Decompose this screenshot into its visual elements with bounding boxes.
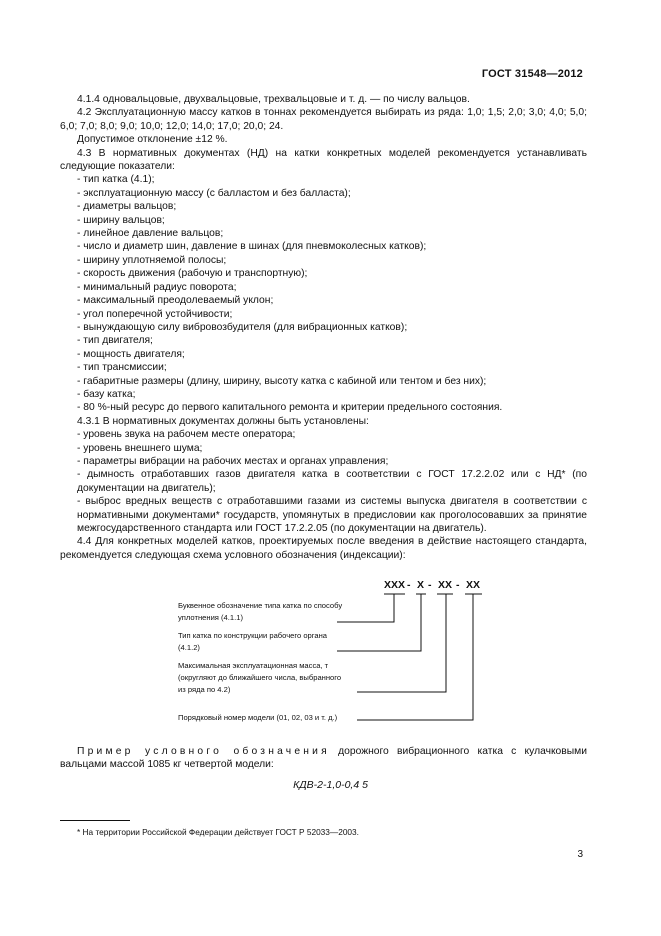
label-mass: Максимальная эксплуатационная масса, т: [178, 661, 329, 670]
label-model-number: Порядковый номер модели (01, 02, 03 и т. д.): [178, 713, 338, 722]
list-item: - тип катка (4.1);: [77, 174, 155, 186]
paragraph-4-4: 4.4 Для конкретных моделей катков, проектируемых после введения в действие настоящего стандарта, рекомендуется следующая схема условного обозначения (индексации):: [60, 536, 587, 561]
list-item: - эксплуатационную массу (с балластом и без балласта);: [77, 187, 351, 199]
paragraph-4-1-4: 4.1.4 одновальцовые, двухвальцовые, трехвальцовые и т. д. — по числу вальцов.: [77, 94, 470, 105]
leader-line-construction: [337, 594, 421, 651]
list-item: - уровень внешнего шума;: [77, 442, 203, 454]
example-lead: Пример условного обозначения: [77, 746, 330, 757]
page-number: 3: [577, 849, 583, 860]
paragraph-tolerance: Допустимое отклонение ±12 %.: [77, 134, 228, 146]
example-text: дорожного вибрационного катка с кулачковыми вальцами массой 1085 кг четвертой модели:: [60, 746, 587, 771]
list-item: - уровень звука на рабочем месте оператора;: [77, 429, 296, 441]
main-text: [60, 93, 587, 562]
list-item: - диаметры вальцов;: [77, 201, 177, 213]
list-item: - параметры вибрации на рабочих местах и органах управления;: [77, 455, 389, 467]
list-item: - максимальный преодолеваемый уклон;: [77, 295, 274, 307]
list-item: - вынуждающую силу вибровозбудителя (для вибрационных катков);: [77, 321, 408, 333]
list-item: - тип двигателя;: [77, 335, 153, 347]
indicators-list: [60, 173, 587, 414]
code-part-model-number: ХХ: [466, 579, 481, 591]
list-item: - базу катка;: [77, 388, 136, 400]
label-mass: из ряда по 4.2): [178, 685, 231, 694]
leader-line-type: [337, 594, 394, 622]
code-part-construction: Х: [417, 579, 425, 591]
example-paragraph: [60, 745, 587, 772]
list-item: - число и диаметр шин, давление в шинах (для пневмоколесных катков);: [77, 241, 427, 253]
list-item: - линейное давление вальцов;: [77, 228, 224, 240]
label-construction: Тип катка по конструкции рабочего органа: [178, 631, 328, 640]
code-part-type-letters: ХХХ: [384, 579, 406, 591]
label-construction: (4.1.2): [178, 643, 200, 652]
list-item: - габаритные размеры (длину, ширину, высоту катка с кабиной или тентом и без них);: [77, 375, 487, 387]
example-designation: КДВ-2-1,0-0,4 5: [293, 779, 368, 791]
list-item: - скорость движения (рабочую и транспортную);: [77, 268, 308, 280]
list-item: - ширину уплотняемой полосы;: [77, 254, 227, 266]
list-item: - тип трансмиссии;: [77, 362, 167, 374]
paragraph-4-3: 4.3 В нормативных документах (НД) на катки конкретных моделей рекомендуется устанавливать следующие показатели:: [60, 147, 587, 173]
paragraph-4-2: 4.2 Эксплуатационную массу катков в тоннах рекомендуется выбирать из ряда: 1,0; 1,5; 2,0; 3,0; 4,0; 5,0; 6,0; 7,0; 8,0; 9,0; 10,0; 12,0; 14,0; 17,0; 20,0; 24.: [60, 107, 587, 132]
code-separator: -: [407, 579, 411, 591]
list-item: - дымность отработавших газов двигателя катка в соответствии с ГОСТ 17.2.2.02 или с НД* (по документации на двигатель);: [77, 469, 587, 494]
label-type-letters: Буквенное обозначение типа катка по способу: [178, 601, 343, 610]
footnote: * На территории Российской Федерации действует ГОСТ Р 52033—2003.: [77, 827, 359, 837]
paragraph-4-3-1: 4.3.1 В нормативных документах должны быть установлены:: [77, 415, 369, 427]
code-part-mass: ХХ: [438, 579, 453, 591]
label-mass: (округляют до ближайшего числа, выбранного: [178, 673, 342, 682]
list-item: - угол поперечной устойчивости;: [77, 308, 233, 320]
code-separator: -: [428, 579, 432, 591]
label-type-letters: уплотнения (4.1.1): [178, 613, 243, 622]
list-item: - мощность двигателя;: [77, 348, 185, 360]
requirements-list: [60, 428, 587, 535]
list-item: - выброс вредных веществ с отработавшими газами из системы выпуска двигателя в соответствии с нормативными документами* государств, упомянутых в предисловии как проголосовавших за принятие межгосударственного стандарта или ГОСТ 17.2.2.05 (по документации на двигатель).: [77, 496, 587, 534]
document-code-header: ГОСТ 31548—2012: [481, 68, 583, 80]
footnote-divider: [60, 820, 130, 821]
leader-line-model-number: [357, 594, 473, 720]
leader-line-mass: [357, 594, 446, 692]
list-item: - 80 %-ный ресурс до первого капитального ремонта и критерии предельного состояния.: [77, 402, 503, 414]
code-separator: -: [456, 579, 460, 591]
list-item: - ширину вальцов;: [77, 214, 165, 226]
list-item: - минимальный радиус поворота;: [77, 281, 237, 293]
